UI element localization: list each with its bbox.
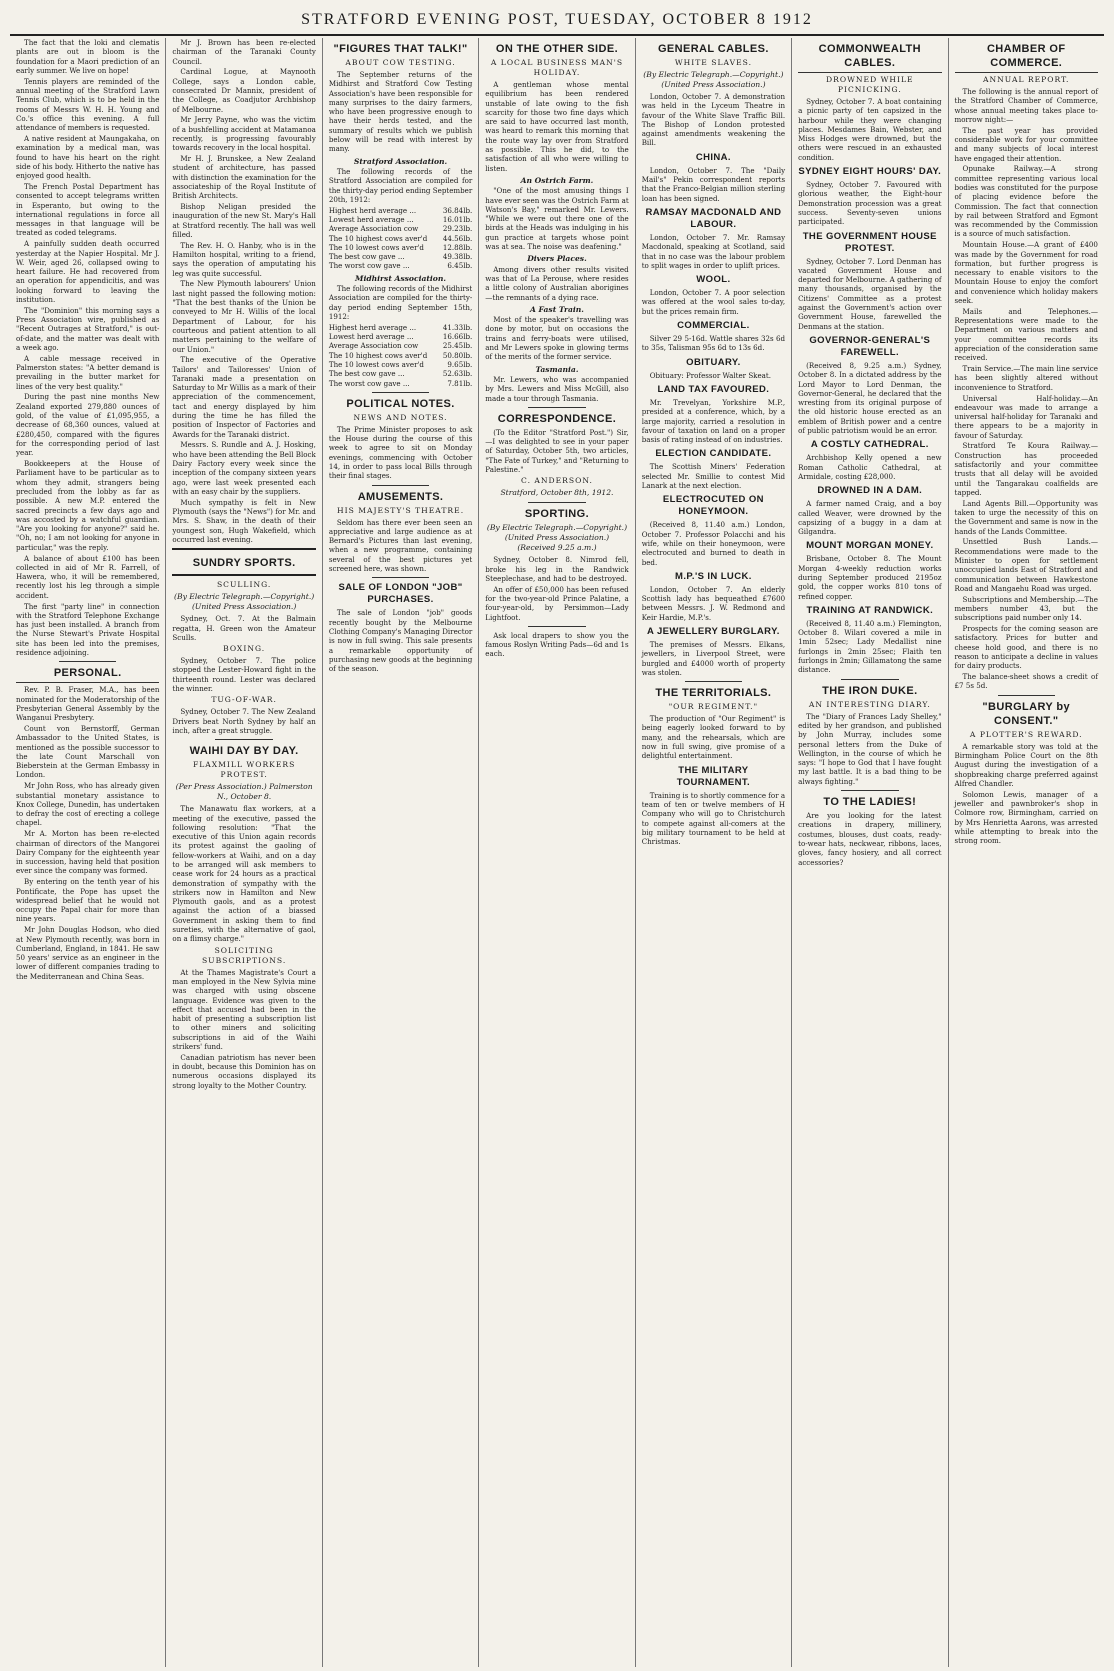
paragraph: Solomon Lewis, manager of a jeweller and pawnbroker's shop in Colmore row, Birmingham, carried on by Mrs Henrietta Aarons, was arrested while attempting to break into the strong room. bbox=[954, 789, 1098, 846]
paragraph: Sydney, Oct. 7. At the Balmain regatta, H. Green won the Amateur Sculls. bbox=[172, 614, 316, 642]
paragraph: Rev. P. B. Fraser, M.A., has been nominated for the Moderatorship of the Presbyterian General Assembly by the Wanganui Presbytery. bbox=[16, 685, 160, 723]
paragraph: Sydney, October 7. The New Zealand Drivers beat North Sydney by half an inch, after a great struggle. bbox=[172, 707, 316, 735]
subheading: MOUNT MORGAN MONEY. bbox=[806, 540, 934, 552]
paragraph: Sydney, October 7. The police stopped the Lester-Howard fight in the thirteenth round. Lester was declared the winner. bbox=[172, 656, 316, 694]
stat-row: The 10 lowest cows aver'd 9.65lb. bbox=[328, 359, 473, 369]
paragraph: (Received 8, 11.40 a.m.) Flemington, October 8. Wilari covered a mile in 1min 52sec; Lady Medallist nine furlongs in 2min 25sec; Flaith ten furlongs in 2min; Gillamatong the same distance. bbox=[798, 618, 942, 675]
paragraph: The "Diary of Frances Lady Shelley," edited by her grandson, and published by John Murray, includes some personal letters from the Duke of Wellington, in the course of which he says: "I hope to God that I have fought my last battle. It is a bad thing to be always fighting." bbox=[798, 711, 942, 786]
masthead-title: STRATFORD EVENING POST, TUESDAY, OCTOBER 8 1912 bbox=[301, 11, 813, 28]
paragraph: By entering on the tenth year of his Pontificate, the Pope has upset the widespread belief that he would not occupy the Papal chair for more than nine years. bbox=[16, 877, 160, 924]
subheading: A LOCAL BUSINESS MAN'S HOLIDAY. bbox=[490, 58, 624, 77]
subheading: A JEWELLERY BURGLARY. bbox=[647, 625, 780, 637]
paragraph: Universal Half-holiday.—An endeavour was made to arrange a universal half-holiday for Taranaki and there appears to be a majority in favour of Saturday. bbox=[954, 393, 1098, 440]
paragraph: Messrs. S. Rundle and A. J. Hosking, who have been attending the Bell Block Dairy Factory every week since the inception of the company sixteen years ago, were last week presented each with an easy chair by the suppliers. bbox=[172, 440, 316, 496]
section-heading-sundry-sports: SUNDRY SPORTS. bbox=[192, 557, 296, 570]
paragraph: Count von Bernstorff, German Ambassador to the United States, is mentioned as the possible successor to the late Count Marschall von Bieberstein at the German Embassy in London. bbox=[16, 723, 160, 780]
section-heading-political: POLITICAL NOTES. bbox=[346, 397, 455, 410]
section-heading-chamber: CHAMBER OF COMMERCE. bbox=[955, 42, 1098, 73]
paragraph: Mountain House.—A grant of £400 was made by the Government for road formation, but further progress is necessary to enable visitors to the Mountain House to enjoy the comfort and convenience which holiday makers seek. bbox=[954, 240, 1098, 306]
section-heading-ladies: TO THE LADIES! bbox=[823, 796, 917, 809]
paragraph: The New Plymouth labourers' Union last night passed the following motion: "That the best thanks of the Union be conveyed to Mr H. Willis of the local Department of Labour, for his courteous and patient attention to all matters pertaining to the welfare of our Union." bbox=[172, 279, 316, 354]
subheading: DROWNED WHILE PICNICKING. bbox=[826, 75, 914, 94]
paragraph: The Scottish Miners' Federation selected Mr. Smillie to contest Mid Lanark at the next election. bbox=[641, 462, 786, 491]
subheading: A Fast Train. bbox=[530, 304, 584, 314]
subheading-tug-of-war: TUG-OF-WAR. bbox=[211, 695, 277, 705]
subheading: OBITUARY. bbox=[686, 356, 741, 368]
paragraph: At the Thames Magistrate's Court a man employed in the New Sylvia mine was charged with using obscene language. Evidence was given to the effect that accused had been in the habit of presenting a subscription list to other miners and soliciting subscriptions in aid of the Waihi strikers' fund. bbox=[172, 967, 316, 1052]
paragraph: A native resident at Maungakaha, on examination by a medical man, was found to have his heart on the right side of his body. Hitherto the native has enjoyed good health. bbox=[16, 133, 160, 181]
credit-line: (By Electric Telegraph.—Copyright.) (United Press Association.) bbox=[643, 70, 784, 89]
paragraph: Bishop Neligan presided the inauguration of the new St. Mary's Hall at Stratford recently. The hall was well filled. bbox=[172, 202, 316, 239]
paragraph: The following is the annual report of the Stratford Chamber of Commerce, whose annual meeting takes place to-morrow night:— bbox=[954, 87, 1098, 124]
paragraph: Tennis players are reminded of the annual meeting of the Stratford Lawn Tennis Club, which is to be held in the rooms of Messrs W. H. H. Young and Co.'s office this evening. A full attendance of members is requested. bbox=[16, 76, 160, 133]
divider bbox=[59, 661, 116, 662]
paragraph: Sydney, October 7. Lord Denman has vacated Government House and departed for Melbourne. A gathering of many thousands, organised by the Citizens' Committee as a protest against the Government's action over Government House, farewelled the Denmans at the station. bbox=[798, 256, 942, 331]
paragraph: A gentleman whose mental equilibrium has been rendered unstable of late owing to the fish scarcity for those two fine days which are said to have occurred last month, was heard to remark this morning that the route way lay over from Stratford as possible. This he did, to the satisfaction of all who were willing to listen. bbox=[485, 80, 629, 173]
paragraph: Brisbane, October 8. The Mount Morgan 4-weekly reduction works during September produced 2195oz gold, the copper works 810 tons of refined copper. bbox=[798, 554, 942, 601]
section-heading-burglary: "BURGLARY by CONSENT." bbox=[982, 700, 1071, 727]
section-heading-territorials: THE TERRITORIALS. bbox=[655, 687, 772, 700]
credit-line: (By Electric Telegraph.—Copyright.) (United Press Association.) (Received 9.25 a.m.) bbox=[486, 523, 628, 553]
section-heading-sporting: SPORTING. bbox=[524, 508, 590, 521]
subheading-sculling: SCULLING. bbox=[216, 580, 272, 590]
paragraph: Unsettled Bush Lands.—Recommendations were made to the Minister to open for settlement unoccupied lands East of Stratford and communication between Hawkestone Road and Mangaehu Road was urged. bbox=[954, 537, 1098, 593]
stat-row: Lowest herd average ... 16.66lb. bbox=[328, 332, 473, 342]
subheading: HIS MAJESTY'S THEATRE. bbox=[337, 505, 465, 515]
section-heading-correspondence: CORRESPONDENCE. bbox=[497, 412, 617, 425]
paragraph: A cable message received in Palmerston states: "A better demand is prevailing in the butter market for lines of the very best quality." bbox=[16, 353, 160, 391]
subheading: FLAXMILL WORKERS PROTEST. bbox=[192, 760, 296, 780]
paragraph: Sydney, October 7. A boat containing a picnic party of ten capsized in the harbour while they were changing places. Mesdames Bain, Webster, and Miss Hodges were drowned, but the others were rescued in an exhausted condition. bbox=[798, 97, 942, 162]
section-heading-amusements: AMUSEMENTS. bbox=[357, 490, 444, 503]
divider bbox=[372, 485, 429, 486]
divider bbox=[841, 679, 898, 680]
stat-row: The worst cow gave ... 7.81lb. bbox=[328, 378, 473, 388]
divider bbox=[998, 695, 1055, 696]
paragraph: Cardinal Logue, at Maynooth College, says a London cable, consecrated Dr Mannix, president of the College, as Coadjutor Archbishop of Melbourne. bbox=[172, 67, 316, 114]
subheading: SOLICITING SUBSCRIPTIONS. bbox=[201, 945, 287, 965]
paragraph: (Received 8, 11.40 a.m.) London, October 7. Professor Polacchi and his wife, while on their honeymoon, were electrocuted and burned to death in bed. bbox=[641, 520, 786, 567]
paragraph: The French Postal Department has consented to accept telegrams written in Esperanto, but owing to the international regulations in force all messages in that language will be treated as coded telegrams. bbox=[16, 181, 160, 238]
subheading: ABOUT COW TESTING. bbox=[345, 58, 456, 67]
subheading-stratford-association: Stratford Association. bbox=[353, 156, 448, 166]
stat-row: The best cow gave ... 49.38lb. bbox=[328, 252, 473, 262]
subheading: LAND TAX FAVOURED. bbox=[657, 383, 770, 395]
column-2 bbox=[166, 38, 322, 1667]
subheading-boxing: BOXING. bbox=[223, 644, 266, 654]
columns bbox=[10, 38, 1104, 1667]
paragraph: The "Dominion" this morning says a Press Association wire, published as "Recent Outrages at Stratford," is out-of-date, and the matter was dealt with a week ago. bbox=[16, 305, 160, 352]
column-7 bbox=[949, 38, 1104, 1667]
subheading: DROWNED IN A DAM. bbox=[817, 485, 923, 497]
subheading: "OUR REGIMENT." bbox=[668, 702, 759, 712]
paragraph: London, October 7. Mr. Ramsay Macdonald, speaking at Scotland, said that in no case was the labour problem to split wages in order to uplift prices. bbox=[641, 232, 786, 270]
paragraph: London, October 7. An elderly Scottish lady has bequeathed £7600 between Messrs. J. W. Redmond and Keir Hardie, M.P.'s. bbox=[641, 584, 786, 622]
subheading: COMMERCIAL. bbox=[677, 320, 750, 332]
subheading: A PLOTTER'S REWARD. bbox=[969, 729, 1083, 739]
section-heading-general-cables: GENERAL CABLES. bbox=[657, 43, 769, 55]
divider bbox=[528, 407, 585, 408]
paragraph: Seldom has there ever been seen an appreciative and large audience as at Bernard's Pictures than last evening, when a new programme, containing several of the best pictures yet screened here, was shown. bbox=[328, 517, 473, 574]
credit-line: (Per Press Association.) Palmerston N., October 8. bbox=[175, 782, 313, 802]
subheading: SYDNEY EIGHT HOURS' DAY. bbox=[798, 166, 942, 178]
paragraph: Mr John Douglas Hodson, who died at New Plymouth recently, was born in Cumberland, England, in 1841. He saw 50 years' service as an engineer in the lower of different companies trading to the Mediterranean and China Seas. bbox=[16, 925, 160, 981]
stat-row: The 10 highest cows aver'd 50.80lb. bbox=[328, 350, 473, 360]
stat-row: Highest herd average ... 36.84lb. bbox=[328, 205, 473, 215]
paragraph: London, October 7. A demonstration was held in the Lyceum Theatre in favour of the White Slave Traffic Bill. The Bishop of London protested against amendments weakening the Bill. bbox=[641, 92, 786, 148]
paragraph: Canadian patriotism has never been in doubt, because this Dominion has on numerous occasions displayed its strong loyalty to the Mother Country. bbox=[172, 1052, 316, 1090]
subheading: Tasmania. bbox=[535, 364, 579, 374]
paragraph: Mr. Lewers, who was accompanied by Mrs. Lewers and Miss McGill, also made a tour through Tasmania. bbox=[485, 374, 629, 403]
paragraph: Mr A. Morton has been re-elected chairman of directors of the Mangorei Dairy Company for the eighteenth year in succession, having held that position ever since the company was formed. bbox=[16, 829, 160, 876]
subheading: NEWS AND NOTES. bbox=[353, 412, 448, 422]
subheading: WOOL. bbox=[696, 274, 731, 286]
paragraph: During the past nine months New Zealand exported 279,880 ounces of gold, of the value of £1,095,955, a decrease of 68,360 ounces, valued at £280,450, compared with the figures for the corresponding period of last year. bbox=[16, 392, 160, 458]
paragraph: Obituary: Professor Walter Skeat. bbox=[649, 370, 772, 380]
paragraph: Sydney, October 7. Favoured with glorious weather, the Eight-hour Demonstration procession was a great success. Seventy-seven unions participated. bbox=[798, 180, 942, 227]
paragraph: The first "party line" in connection with the Stratford Telephone Exchange has just been installed. A branch from the Nurse Stewart's Private Hospital site has been led into the premises, residence adjoining. bbox=[16, 601, 160, 657]
paragraph: Among divers other results visited was that of La Perouse, where resides a little colony of Australian aborigines—the remnants of a dying race. bbox=[485, 264, 629, 302]
paragraph: A farmer named Craig, and a boy called Weaver, were drowned by the capsizing of a buggy in a dam at Gilgandra. bbox=[798, 499, 942, 537]
subheading: AN INTERESTING DIARY. bbox=[808, 699, 931, 709]
paragraph: Land Agents Bill.—Opportunity was taken to urge the necessity of this on the Government and same is now in the hands of the Lands Committee. bbox=[954, 498, 1098, 536]
subheading: An Ostrich Farm. bbox=[520, 175, 594, 185]
paragraph: The premises of Messrs. Elkans, jewellers, in Liverpool Street, were burgled and £4000 worth of property was stolen. bbox=[641, 639, 786, 677]
column-5 bbox=[636, 38, 792, 1667]
paragraph: An offer of £50,000 has been refused for the two-year-old Prince Palatine, a four-year-old, by Persimmon—Lady Lightfoot. bbox=[485, 584, 629, 622]
paragraph: Train Service.—The main line service has been slightly altered without inconvenience to Stratford. bbox=[954, 364, 1098, 392]
stat-row: Average Association cow 25.45lb. bbox=[328, 341, 473, 351]
subheading: RAMSAY MACDONALD AND LABOUR. bbox=[645, 206, 782, 230]
paragraph: Silver 29 5-16d. Wattle shares 32s 6d to 35s, Talisman 95s 6d to 13s 6d. bbox=[641, 334, 786, 353]
paragraph: Bookkeepers at the House of Parliament have to be particular as to whom they admit, strangers being precluded from the lobby as far as possible. A new M.P. entered the sacred precincts a few days ago and was accosted by a watchful guardian. "Are you looking for anyone?" said he. "Oh, no; I am not looking for anyone in particular," was the reply. bbox=[16, 459, 160, 552]
paragraph: "One of the most amusing things I have ever seen was the Ostrich Farm at Watson's Bay," remarked Mr. Lewers. "While we were out there one of the birds at the Heads was indulging in his gun practice at targets whose point was at sea. The noise was deafening." bbox=[485, 186, 629, 252]
paragraph: Are you looking for the latest creations in drapery, millinery, costumes, blouses, dust coats, ready-to-wear hats, neckwear, ribbons, laces, gloves, fancy hosiery, and all correct accessories? bbox=[798, 811, 942, 867]
column-1 bbox=[10, 38, 166, 1667]
subheading: ANNUAL REPORT. bbox=[983, 75, 1070, 84]
paragraph: London, October 7. A poor selection was offered at the wool sales to-day, but the prices remain firm. bbox=[641, 288, 786, 316]
subheading-midhirst-association: Midhirst Association. bbox=[355, 273, 447, 283]
paragraph: Mr H. J. Brunskee, a New Zealand student of architecture, has passed with distinction the examination for the associateship of the Royal Institute of British Architects. bbox=[172, 154, 316, 201]
paragraph: The following records of the Midhirst Association are compiled for the thirty-day period ending September 15th, 1912: bbox=[328, 284, 473, 321]
paragraph: Mails and Telephones.—Representations were made to the Department on various matters and your committee records its appreciation of the consideration same received. bbox=[954, 306, 1098, 363]
signature: C. ANDERSON. bbox=[521, 476, 593, 486]
section-heading-sale: SALE OF LONDON "JOB" PURCHASES. bbox=[338, 582, 463, 606]
paragraph: Opunake Railway.—A strong committee representing various local bodies was constituted for the purpose of placing evidence before the Commission. The fact that connection by rail between Stratford and Egmont was recommended by the Commission is a source of much satisfaction. bbox=[954, 164, 1098, 239]
stat-row: Average Association cow 29.23lb. bbox=[328, 224, 473, 234]
column-6 bbox=[792, 38, 948, 1667]
advertisement: Ask local drapers to show you the famous Roslyn Writing Pads—6d and 1s each. bbox=[485, 630, 629, 659]
subheading: A COSTLY CATHEDRAL. bbox=[810, 439, 929, 451]
paragraph: Mr John Ross, who has already given substantial monetary assistance to Knox College, Dunedin, has undertaken to defray the cost of erecting a college chapel. bbox=[16, 781, 160, 828]
subheading: Divers Places. bbox=[527, 254, 587, 264]
paragraph: The balance-sheet shows a credit of £7 5s 5d. bbox=[954, 672, 1098, 691]
stat-row: The best cow gave ... 52.63lb. bbox=[328, 369, 473, 379]
paragraph: Sydney, October 8. Nimrod fell, broke his leg in the Randwick Steeplechase, and had to be destroyed. bbox=[485, 555, 629, 583]
sundry-sports-box bbox=[172, 548, 315, 576]
paragraph: Subscriptions and Membership.—The members number 43, but the subscriptions paid number only 14. bbox=[954, 594, 1098, 623]
subheading: TRAINING AT RANDWICK. bbox=[806, 604, 934, 616]
divider bbox=[685, 681, 742, 682]
divider bbox=[528, 502, 585, 503]
subheading: GOVERNOR-GENERAL'S FAREWELL. bbox=[809, 334, 931, 358]
paragraph: The Prime Minister proposes to ask the House during the course of this week to agree to sit on Monday evenings, commencing with October 14, in order to pass local Bills through their final stages. bbox=[328, 424, 473, 481]
section-heading-commonwealth: COMMONWEALTH CABLES. bbox=[798, 42, 941, 73]
paragraph: A balance of about £100 has been collected in aid of Mr R. Farrell, of Hawera, who, it will be remembered, recently lost his leg through a simple accident. bbox=[16, 553, 160, 600]
paragraph: Mr. Trevelyan, Yorkshire M.P., presided at a conference, which, by a large majority, carried a resolution in favour of taxation on land on a proper basis of rating instead of on industries. bbox=[641, 397, 786, 445]
paragraph: Mr Jerry Payne, who was the victim of a bushfelling accident at Matamanoa recently, is progressing favourably towards recovery in the local hospital. bbox=[172, 115, 316, 153]
paragraph: (To the Editor "Stratford Post.") Sir,—I was delighted to see in your paper of Saturday, October 5th, two articles, "The Fate of Turkey," and "Returning to Palestine." bbox=[485, 427, 629, 474]
subheading: THE GOVERNMENT HOUSE PROTEST. bbox=[802, 230, 937, 254]
subheading: M.P.'S IN LUCK. bbox=[675, 570, 752, 582]
divider bbox=[372, 392, 429, 393]
divider bbox=[372, 577, 429, 578]
section-heading-waihi: WAIHI DAY BY DAY. bbox=[189, 745, 299, 758]
masthead bbox=[10, 6, 1104, 36]
paragraph: The following records of the Stratford Association are compiled for the thirty-day period ending September 20th, 1912: bbox=[328, 166, 473, 204]
paragraph: The sale of London "job" goods recently bought by the Melbourne Clothing Company's Managing Director is now in full swing. This sale presents a remarkable opportunity of purchasing new goods at the beginning of the season. bbox=[328, 608, 473, 674]
divider bbox=[215, 739, 272, 740]
paragraph: The Rev. H. O. Hanby, who is in the Hamilton hospital, writing to a friend, says the operation of amputating his leg was quite successful. bbox=[172, 240, 316, 278]
section-heading-iron-duke: THE IRON DUKE. bbox=[822, 684, 918, 697]
credit-line: (By Electric Telegraph.—Copyright.) (United Press Association.) bbox=[174, 592, 315, 612]
section-heading-personal: PERSONAL. bbox=[16, 666, 159, 683]
paragraph: Mr J. Brown has been re-elected chairman of the Taranaki County Council. bbox=[172, 38, 316, 66]
subheading: WHITE SLAVES. bbox=[674, 58, 752, 67]
stat-row: The 10 lowest cows aver'd 12.88lb. bbox=[328, 242, 473, 252]
stat-row: The worst cow gave ... 6.45lb. bbox=[328, 261, 473, 271]
subheading: ELECTION CANDIDATE. bbox=[655, 448, 772, 460]
paragraph: Prospects for the coming season are satisfactory. Prices for butter and cheese hold good, and there is no reason to anticipate a decline in values for dairy products. bbox=[954, 624, 1098, 671]
paragraph: The executive of the Operative Tailors' and Tailoresses' Union of Taranaki made a presentation on Saturday to Mr Willis as a mark of their appreciation of the commencement, tact and energy displayed by him during the time he has filled the position of Inspector of Factories and Awards for the Taranaki district. bbox=[172, 355, 316, 439]
paragraph: Most of the speaker's travelling was done by motor, but on occasions the trains and ferry-boats were utilised, and Mr Lewers spoke in glowing terms of the merits of the former service. bbox=[485, 315, 629, 362]
paragraph: The September returns of the Midhirst and Stratford Cow Testing Association's have been responsible for many surprises to the dairy farmers, who have been progressive enough to have their herds tested, and the summary of results which we publish below will be read with interest by many. bbox=[328, 70, 473, 154]
paragraph: The fact that the loki and clematis plants are out in bloom is the foundation for a Maori prediction of an early summer. We live on hope! bbox=[16, 38, 160, 75]
paragraph: The Manawatu flax workers, at a meeting of the executive, passed the following resolution: "That the executive of this Union again records its protest against the gaoling of fellow-workers at Waihi, and on a day to be arranged will ask members to cease work for 24 hours as a practical demonstration of sympathy with the strikers now in Hamilton and New Plymouth gaols, and as a protest against the action of a biassed Government in asking them to find sureties, with the alternative of gaol, on a flimsy charge." bbox=[172, 804, 316, 944]
paragraph: London, October 7. The "Daily Mail's" Pekin correspondent reports that the Franco-Belgian million sterling loan has been signed. bbox=[641, 165, 786, 203]
stat-row: Highest herd average ... 41.33lb. bbox=[328, 322, 473, 332]
divider bbox=[841, 790, 898, 791]
subheading: THE MILITARY TOURNAMENT. bbox=[676, 764, 751, 788]
paragraph: (Received 8, 9.25 a.m.) Sydney, October 8. In a dictated address by the Lord Mayor to Lord Denman, the Governor-General, he declared that the wresting from its original purpose of the old historic house erected as an emblem of British power and a centre of public patriotism would be an error. bbox=[798, 360, 942, 436]
section-heading-figures: "FIGURES THAT TALK!" bbox=[333, 43, 468, 55]
paragraph: Archbishop Kelly opened a new Roman Catholic Cathedral, at Armidale, costing £28,000. bbox=[798, 453, 942, 481]
column-3 bbox=[323, 38, 479, 1667]
subheading: ELECTROCUTED ON HONEYMOON. bbox=[662, 494, 764, 518]
column-4 bbox=[479, 38, 635, 1667]
subheading: CHINA. bbox=[695, 151, 731, 163]
dateline: Stratford, October 8th, 1912. bbox=[500, 488, 614, 498]
stat-row: Lowest herd average ... 16.01lb. bbox=[328, 214, 473, 224]
paragraph: A remarkable story was told at the Birmingham Police Court on the 8th August during the investigation of a shopbreaking charge preferred against Alfred Chandler. bbox=[954, 741, 1098, 788]
paragraph: The production of "Our Regiment" is being eagerly looked forward to by many, and the rehearsals, which are now in full swing, give promise of a delightful entertainment. bbox=[641, 714, 786, 761]
divider bbox=[528, 626, 585, 627]
paragraph: Training is to shortly commence for a team of ten or twelve members of H Company who will go to Christchurch to compete against all-comers at the big military tournament to be held at Christmas. bbox=[641, 790, 786, 847]
paragraph: The past year has provided considerable work for your committee and many subjects of local interest have engaged their attention. bbox=[954, 125, 1098, 163]
section-heading-other-side: ON THE OTHER SIDE. bbox=[495, 43, 619, 55]
paragraph: A painfully sudden death occurred yesterday at the Napier Hospital. Mr J. W. Weir, aged 26, collapsed owing to heart failure. He had recovered from an operation for appendicitis, and was looking forward to leaving the institution. bbox=[16, 239, 160, 305]
stat-row: The 10 highest cows aver'd 44.56lb. bbox=[328, 233, 473, 243]
paragraph: Stratford Te Koura Railway.—Construction has proceeded satisfactorily and your committee trusts that all delay will be avoided until the Tangarakau coalfields are tapped. bbox=[954, 441, 1098, 497]
paragraph: Much sympathy is felt in New Plymouth (says the "News") for Mr. and Mrs. S. Shaw, in the death of their youngest son, Hugh Wakefield, which occurred last evening. bbox=[172, 497, 316, 544]
